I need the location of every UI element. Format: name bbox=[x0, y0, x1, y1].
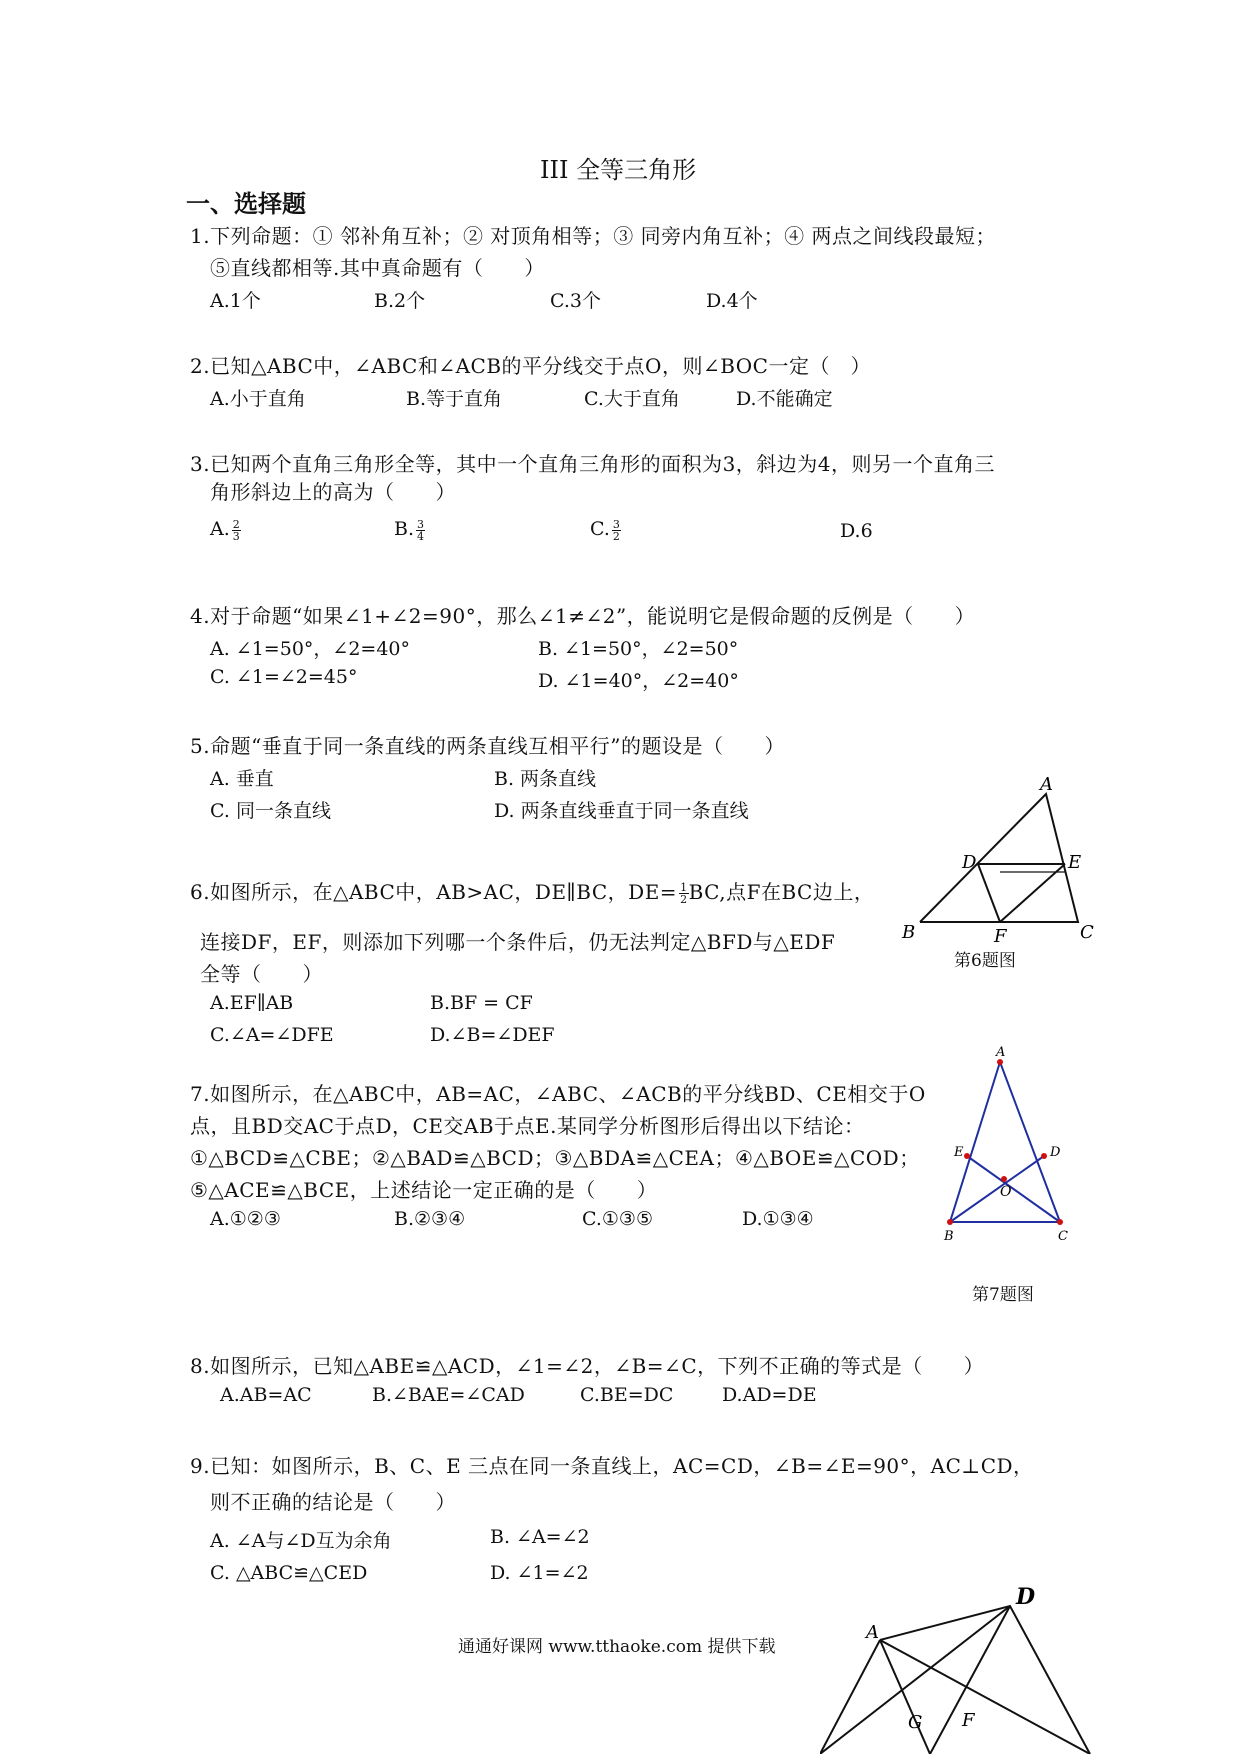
question-1-option-d: D.4个 bbox=[706, 290, 758, 312]
question-9-option-a: A. ∠A与∠D互为余角 bbox=[210, 1530, 392, 1552]
question-7-line-4: ⑤△ACE≌△BCE，上述结论一定正确的是（ ） bbox=[190, 1178, 658, 1202]
question-8-option-b: B.∠BAE=∠CAD bbox=[372, 1384, 525, 1406]
fraction: $\frac{3}{2}$ bbox=[612, 517, 620, 543]
triangle-abc bbox=[920, 794, 1078, 922]
fraction: $\frac{3}{4}$ bbox=[417, 517, 425, 543]
segment-ef bbox=[1000, 864, 1065, 922]
label-b: B bbox=[902, 922, 916, 943]
label-a: A bbox=[866, 1622, 879, 1643]
question-5-option-d: D. 两条直线垂直于同一条直线 bbox=[494, 800, 749, 822]
question-7-option-c: C.①③⑤ bbox=[582, 1208, 653, 1230]
question-5-option-c: C. 同一条直线 bbox=[210, 800, 331, 822]
figure-6-caption: 第6题图 bbox=[954, 951, 1016, 971]
question-4-option-b: B. ∠1=50°，∠2=50° bbox=[538, 638, 739, 660]
figure-9 bbox=[820, 1580, 1120, 1754]
label-d: D bbox=[1016, 1584, 1036, 1610]
label-c: C bbox=[1058, 1229, 1068, 1244]
question-3-option-b: B. $\frac{3}{4}$ bbox=[394, 517, 425, 543]
question-2-option-b: B.等于直角 bbox=[406, 388, 503, 410]
bisector-ce bbox=[967, 1156, 1060, 1222]
segment-a-left bbox=[820, 1640, 880, 1754]
label-e: E bbox=[1068, 852, 1082, 873]
question-6-line-1: 6.如图所示，在△ABC中，AB>AC，DE∥BC，DE= $\frac{1}{2}$ BC,点F在BC边上， bbox=[190, 880, 875, 906]
question-3-option-d: D.6 bbox=[840, 520, 873, 542]
label-a: A bbox=[1040, 776, 1053, 795]
question-3-line-1: 3.已知两个直角三角形全等，其中一个直角三角形的面积为3，斜边为4，则另一个直角三 bbox=[190, 452, 996, 476]
question-5-option-b: B. 两条直线 bbox=[494, 768, 597, 790]
label-c: C bbox=[1080, 922, 1094, 943]
question-9-option-c: C. △ABC≌△CED bbox=[210, 1562, 368, 1584]
figure-7-caption: 第7题图 bbox=[972, 1285, 1034, 1305]
point-e bbox=[964, 1153, 970, 1159]
question-2-option-a: A.小于直角 bbox=[210, 388, 306, 410]
question-9-line-1: 9.已知：如图所示，B、C、E 三点在同一条直线上，AC=CD，∠B=∠E=90°，AC⊥CD， bbox=[190, 1454, 1034, 1478]
bisector-bd bbox=[950, 1156, 1044, 1222]
question-4-option-a: A. ∠1=50°，∠2=40° bbox=[210, 638, 411, 660]
question-8-line-1: 8.如图所示，已知△ABE≌△ACD，∠1=∠2，∠B=∠C，下列不正确的等式是（ ） bbox=[190, 1354, 985, 1378]
point-o bbox=[1001, 1176, 1007, 1182]
segment-df bbox=[978, 864, 1000, 922]
figure-6 bbox=[900, 776, 1100, 946]
question-5-option-a: A. 垂直 bbox=[210, 768, 274, 790]
question-9-option-d: D. ∠1=∠2 bbox=[490, 1562, 589, 1584]
question-1-option-c: C.3个 bbox=[550, 290, 601, 312]
segment-a-bottom bbox=[880, 1640, 930, 1754]
question-7-line-2: 点，且BD交AC于点D，CE交AB于点E.某同学分析图形后得出以下结论： bbox=[190, 1114, 865, 1138]
segment-d-f bbox=[930, 1606, 1010, 1754]
question-8-option-d: D.AD=DE bbox=[722, 1384, 817, 1406]
question-3-line-2: 角形斜边上的高为（ ） bbox=[210, 480, 456, 504]
question-6-option-c: C.∠A=∠DFE bbox=[210, 1024, 334, 1046]
question-1-option-a: A.1个 bbox=[210, 290, 261, 312]
question-6-option-b: B.BF = CF bbox=[430, 992, 533, 1014]
question-1-line-1: 1.下列命题：① 邻补角互补；② 对顶角相等；③ 同旁内角互补；④ 两点之间线段最短； bbox=[190, 224, 997, 248]
question-4-option-c: C. ∠1=∠2=45° bbox=[210, 666, 358, 688]
question-2-option-d: D.不能确定 bbox=[736, 388, 833, 410]
label-g: G bbox=[908, 1712, 923, 1733]
question-7-line-1: 7.如图所示，在△ABC中，AB=AC，∠ABC、∠ACB的平分线BD、CE相交于O bbox=[190, 1082, 926, 1106]
question-8-option-c: C.BE=DC bbox=[580, 1384, 674, 1406]
question-3-option-c: C. $\frac{3}{2}$ bbox=[590, 517, 620, 543]
question-7-option-b: B.②③④ bbox=[394, 1208, 466, 1230]
label-o: O bbox=[1000, 1184, 1012, 1200]
label-e: E bbox=[954, 1145, 964, 1160]
question-8-option-a: A.AB=AC bbox=[220, 1384, 312, 1406]
point-d bbox=[1041, 1153, 1047, 1159]
label-a: A bbox=[996, 1045, 1006, 1060]
question-6-option-d: D.∠B=∠DEF bbox=[430, 1024, 555, 1046]
section-heading: 一、选择题 bbox=[186, 190, 306, 218]
label-d: D bbox=[1050, 1145, 1061, 1160]
question-7-option-a: A.①②③ bbox=[210, 1208, 281, 1230]
question-2-line-1: 2.已知△ABC中，∠ABC和∠ACB的平分线交于点O，则∠BOC一定（ ） bbox=[190, 354, 871, 378]
question-6-line-3: 全等（ ） bbox=[200, 962, 323, 986]
point-c bbox=[1057, 1219, 1063, 1225]
page-footer: 通通好课网 www.tthaoke.com 提供下载 bbox=[458, 1637, 776, 1657]
label-b: B bbox=[944, 1229, 954, 1244]
question-6-option-a: A.EF∥AB bbox=[210, 992, 294, 1014]
label-f: F bbox=[962, 1710, 975, 1731]
fraction: $\frac{2}{3}$ bbox=[232, 517, 240, 543]
question-5-line-1: 5.命题“垂直于同一条直线的两条直线互相平行”的题设是（ ） bbox=[190, 734, 786, 758]
fraction: $\frac{1}{2}$ bbox=[680, 881, 688, 906]
question-7-option-d: D.①③④ bbox=[742, 1208, 814, 1230]
question-9-option-b: B. ∠A=∠2 bbox=[490, 1526, 590, 1548]
question-7-line-3: ①△BCD≌△CBE；②△BAD≌△BCD；③△BDA≌△CEA；④△BOE≌△COD； bbox=[190, 1146, 920, 1170]
point-b bbox=[947, 1219, 953, 1225]
question-1-line-2: ⑤直线都相等.其中真命题有（ ） bbox=[210, 256, 545, 280]
question-3-option-a: A. $\frac{2}{3}$ bbox=[210, 517, 240, 543]
label-d: D bbox=[962, 852, 977, 873]
page-title: III 全等三角形 bbox=[540, 156, 697, 184]
question-2-option-c: C.大于直角 bbox=[584, 388, 680, 410]
question-9-line-2: 则不正确的结论是（ ） bbox=[210, 1490, 456, 1514]
question-1-option-b: B.2个 bbox=[374, 290, 426, 312]
figure-7 bbox=[930, 1044, 1080, 1244]
question-4-line-1: 4.对于命题“如果∠1+∠2=90°，那么∠1≠∠2”，能说明它是假命题的反例是（ ） bbox=[190, 604, 976, 628]
label-f: F bbox=[994, 926, 1007, 946]
question-6-line-2: 连接DF，EF，则添加下列哪一个条件后，仍无法判定△BFD与△EDF bbox=[200, 930, 836, 954]
question-4-option-d: D. ∠1=40°，∠2=40° bbox=[538, 670, 739, 692]
